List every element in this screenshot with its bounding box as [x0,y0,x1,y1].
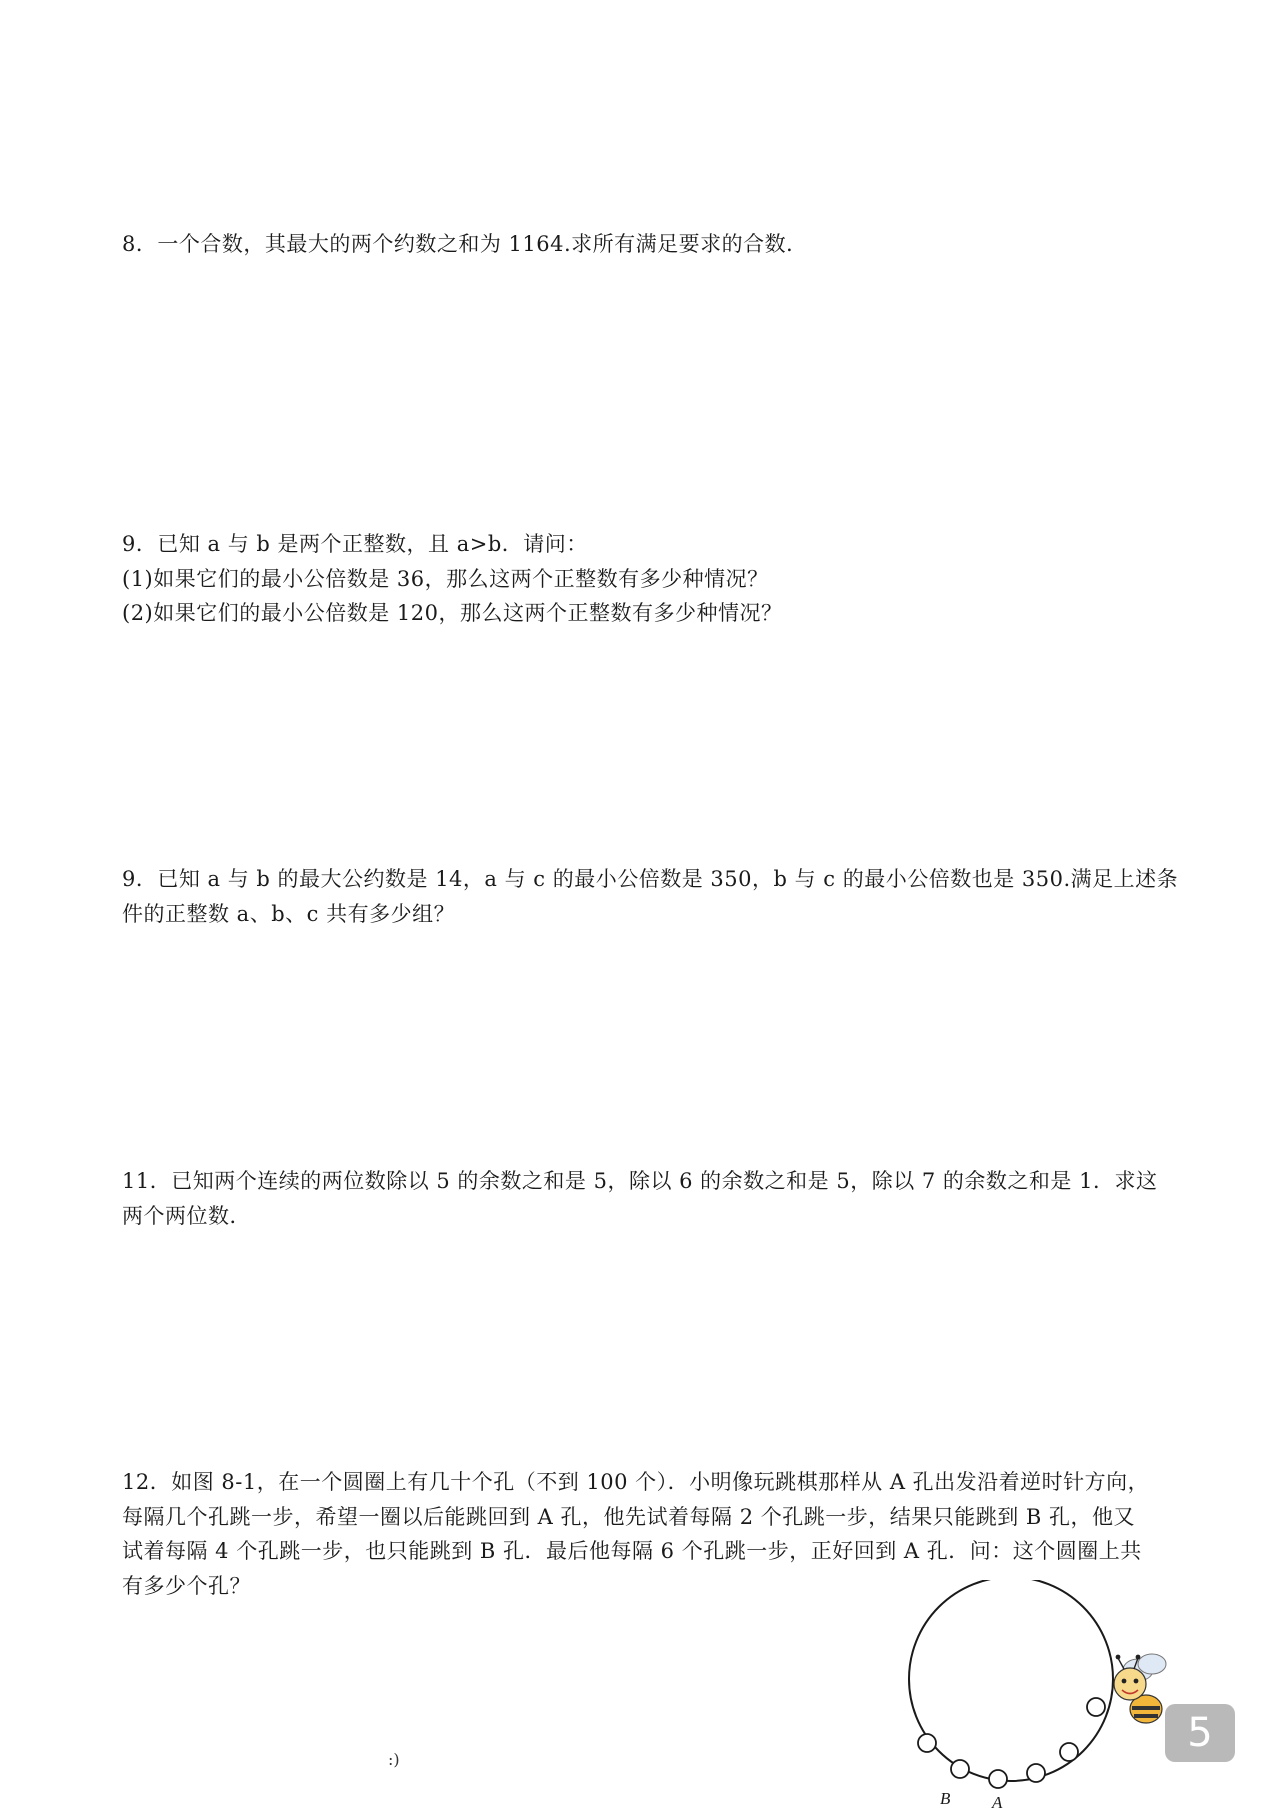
problem-9a-line-1: 9．已知 a 与 b 是两个正整数，且 a>b．请问： [122,532,588,556]
problem-11-line-2: 两个两位数． [122,1204,251,1228]
hole-b [951,1760,969,1778]
bee-mascot-icon [1114,1654,1166,1723]
page-number-badge: 5 [1165,1704,1235,1762]
problem-9a-line-2: (1)如果它们的最小公倍数是 36，那么这两个正整数有多少种情况？ [122,567,769,591]
hole-ring-circle [909,1580,1113,1781]
problem-11-line-1: 11．已知两个连续的两位数除以 5 的余数之和是 5，除以 6 的余数之和是 5，除以 7 的余数之和是 1．求这 [122,1169,1158,1193]
footer-mark: :) [388,1750,400,1769]
label-b: B [940,1789,951,1808]
problem-9b-line-2: 件的正整数 a、b、c 共有多少组？ [122,902,456,926]
label-a: A [992,1793,1003,1810]
hole-5 [1060,1743,1078,1761]
hole-6 [1087,1698,1105,1716]
problem-9a-line-3: (2)如果它们的最小公倍数是 120，那么这两个正整数有多少种情况？ [122,601,783,625]
problem-8-line-1: 8．一个合数，其最大的两个约数之和为 1164.求所有满足要求的合数． [122,232,808,256]
problem-9b-line-1: 9．已知 a 与 b 的最大公约数是 14，a 与 c 的最小公倍数是 350，b 与 c 的最小公倍数也是 350.满足上述条 [122,867,1179,891]
problem-12-line-3: 试着每隔 4 个孔跳一步，也只能跳到 B 孔．最后他每隔 6 个孔跳一步，正好回到 A 孔．问：这个圆圈上共 [122,1539,1142,1563]
hole-4 [1027,1764,1045,1782]
hole-1 [918,1734,936,1752]
circle-holes-figure [900,1580,1200,1810]
problem-12-line-2: 每隔几个孔跳一步，希望一圈以后能跳回到 A 孔，他先试着每隔 2 个孔跳一步，结果只能跳到 B 孔，他又 [122,1505,1136,1529]
hole-a [989,1770,1007,1788]
problem-12-line-4: 有多少个孔？ [122,1574,251,1598]
problem-12-line-1: 12．如图 8-1，在一个圆圈上有几十个孔（不到 100 个）．小明像玩跳棋那样从 A 孔出发沿着逆时针方向， [122,1470,1150,1494]
